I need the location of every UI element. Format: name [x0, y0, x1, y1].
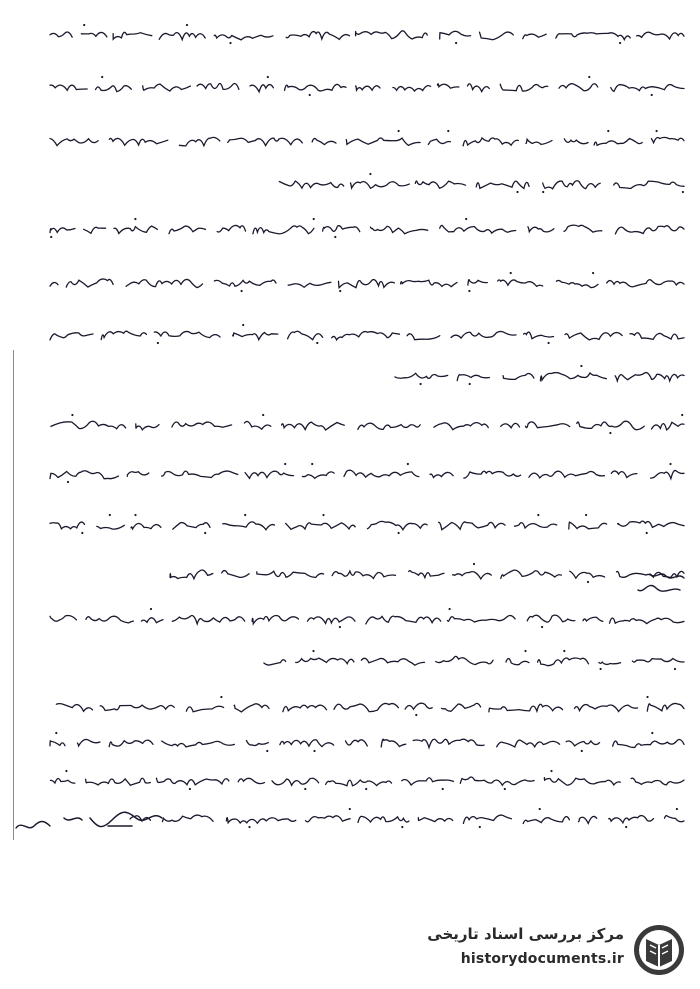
diacritic-dot	[550, 770, 552, 772]
handwritten-word	[564, 139, 588, 144]
diacritic-dot	[646, 532, 648, 534]
diacritic-dot	[204, 532, 206, 534]
handwritten-word	[323, 226, 360, 232]
handwritten-word	[413, 739, 484, 747]
handwritten-word	[632, 659, 684, 663]
handwritten-word	[618, 521, 684, 527]
diacritic-dot	[313, 218, 315, 220]
handwritten-word	[244, 421, 270, 429]
diacritic-dot	[651, 94, 653, 96]
handwritten-word	[172, 422, 232, 427]
diacritic-dot	[339, 626, 341, 628]
handwritten-word	[480, 32, 514, 40]
handwritten-word	[223, 522, 275, 530]
diacritic-dot	[109, 514, 111, 516]
handwritten-word	[279, 181, 343, 188]
handwritten-word	[611, 471, 637, 477]
handwritten-word	[556, 33, 630, 40]
handwritten-word	[50, 85, 87, 90]
handwritten-word	[143, 84, 191, 91]
handwritten-word	[356, 86, 380, 90]
diacritic-dot	[420, 383, 422, 385]
handwritten-word	[630, 333, 684, 340]
handwritten-word	[409, 571, 444, 578]
handwritten-word	[50, 283, 58, 287]
diacritic-dot	[449, 608, 451, 610]
diacritic-dot	[365, 788, 367, 790]
handwritten-word	[308, 617, 356, 624]
handwritten-word	[577, 421, 644, 430]
diacritic-dot	[309, 94, 311, 96]
handwritten-word	[566, 741, 599, 746]
handwritten-word	[370, 226, 427, 233]
handwritten-word	[381, 739, 406, 747]
diacritic-dot	[229, 42, 231, 44]
handwritten-line	[46, 461, 686, 485]
handwritten-word	[346, 138, 420, 145]
diacritic-dot	[542, 191, 544, 193]
handwritten-word	[613, 740, 684, 748]
handwritten-word	[405, 703, 432, 709]
handwritten-word	[131, 523, 161, 528]
diacritic-dot	[473, 563, 475, 565]
diacritic-dot	[311, 463, 313, 465]
handwritten-word	[114, 226, 157, 233]
handwritten-line	[46, 322, 686, 346]
handwritten-word	[579, 816, 597, 823]
handwritten-word	[515, 523, 557, 528]
handwritten-word	[418, 818, 452, 822]
archive-watermark	[396, 923, 686, 979]
diacritic-dot	[510, 272, 512, 274]
handwritten-word	[186, 706, 223, 712]
handwritten-word	[565, 333, 622, 340]
diacritic-dot	[447, 130, 449, 132]
handwritten-word	[440, 225, 516, 233]
diacritic-dot	[262, 414, 264, 416]
handwritten-word	[498, 280, 543, 286]
diacritic-dot	[398, 532, 400, 534]
handwritten-word	[296, 658, 354, 664]
diacritic-dot	[55, 732, 57, 734]
handwritten-word	[197, 83, 239, 89]
handwritten-word	[500, 84, 548, 91]
diacritic-dot	[676, 808, 678, 810]
handwritten-word	[51, 779, 75, 784]
diacritic-dot	[189, 788, 191, 790]
diacritic-dot	[415, 714, 417, 716]
handwritten-word	[440, 31, 471, 39]
diacritic-dot	[50, 236, 52, 238]
handwritten-word	[84, 227, 106, 233]
diacritic-dot	[150, 608, 152, 610]
handwritten-word	[523, 817, 569, 824]
handwritten-word	[615, 226, 684, 234]
handwritten-word	[575, 704, 638, 711]
handwritten-word	[282, 422, 345, 430]
diacritic-dot	[101, 76, 103, 78]
handwritten-word	[442, 703, 481, 711]
handwritten-word	[361, 658, 424, 665]
handwritten-word	[611, 85, 684, 92]
handwritten-word	[395, 373, 448, 378]
handwritten-word	[50, 228, 75, 233]
handwritten-word	[402, 778, 454, 785]
handwritten-word	[460, 777, 534, 785]
handwritten-word	[214, 280, 276, 286]
handwritten-word	[245, 471, 293, 478]
handwritten-word	[599, 662, 621, 664]
handwritten-word	[286, 523, 356, 530]
handwritten-word	[527, 615, 575, 622]
handwritten-word	[453, 572, 492, 579]
handwritten-word	[334, 703, 398, 711]
handwritten-word	[436, 656, 493, 664]
handwritten-word	[264, 660, 286, 665]
diacritic-dot	[468, 290, 470, 292]
diacritic-dot	[563, 650, 565, 652]
handwritten-word	[141, 618, 163, 623]
diacritic-dot	[244, 514, 246, 516]
handwritten-word	[97, 525, 125, 529]
handwritten-word	[50, 471, 119, 479]
handwritten-word	[468, 84, 490, 92]
handwritten-word	[233, 333, 278, 340]
handwritten-word	[100, 705, 174, 710]
handwritten-word	[288, 331, 323, 339]
margin-annotation	[592, 568, 692, 606]
diacritic-dot	[682, 191, 684, 193]
handwritten-word	[332, 571, 395, 578]
diacritic-dot	[619, 42, 621, 44]
handwritten-word	[631, 778, 684, 785]
handwritten-word	[351, 182, 410, 189]
handwritten-word	[156, 778, 229, 785]
handwritten-word	[594, 139, 642, 146]
handwritten-word	[154, 331, 220, 337]
handwritten-word	[366, 616, 441, 624]
handwritten-word	[86, 616, 133, 623]
handwritten-word	[415, 181, 465, 188]
handwritten-word	[50, 139, 98, 146]
handwritten-line	[46, 730, 686, 754]
handwritten-word	[501, 570, 562, 578]
handwritten-word	[559, 84, 598, 91]
diacritic-dot	[580, 365, 582, 367]
handwritten-word	[250, 85, 273, 92]
handwritten-word	[126, 279, 202, 287]
handwritten-word	[607, 280, 684, 287]
handwritten-word	[439, 522, 506, 530]
diacritic-dot	[455, 42, 457, 44]
handwritten-word	[246, 741, 268, 746]
handwritten-word	[614, 181, 684, 188]
signature-mark	[12, 806, 212, 836]
handwritten-line	[46, 216, 686, 240]
handwritten-word	[286, 32, 349, 40]
handwritten-word	[651, 470, 685, 478]
handwritten-word	[50, 333, 93, 340]
archive-emblem-icon	[632, 923, 686, 977]
handwritten-word	[583, 617, 603, 621]
diacritic-dot	[669, 463, 671, 465]
handwritten-word	[556, 280, 598, 287]
handwritten-word	[463, 138, 518, 146]
diacritic-dot	[407, 463, 409, 465]
diacritic-dot	[65, 770, 67, 772]
diacritic-dot	[313, 750, 315, 752]
handwritten-word	[332, 332, 400, 340]
handwritten-word	[170, 570, 213, 579]
handwritten-line	[46, 270, 686, 294]
handwritten-word	[393, 86, 431, 91]
handwritten-word	[523, 34, 546, 39]
handwritten-word	[288, 282, 331, 287]
handwritten-word	[544, 778, 620, 785]
diacritic-dot	[157, 342, 159, 344]
diacritic-dot	[585, 514, 587, 516]
handwritten-word	[302, 472, 334, 478]
handwritten-word	[538, 658, 589, 666]
diacritic-dot	[369, 173, 371, 175]
handwritten-word	[438, 84, 459, 88]
diacritic-dot	[267, 76, 269, 78]
handwritten-word	[306, 816, 351, 822]
handwritten-word	[109, 740, 153, 747]
handwritten-word	[401, 280, 458, 287]
handwritten-word	[457, 375, 489, 381]
diacritic-dot	[537, 514, 539, 516]
diacritic-dot	[588, 76, 590, 78]
handwritten-word	[238, 778, 264, 783]
diacritic-dot	[83, 24, 85, 26]
handwritten-word	[637, 32, 684, 39]
handwritten-word	[214, 35, 273, 40]
handwritten-word	[506, 659, 529, 665]
handwritten-word	[113, 32, 152, 39]
diacritic-dot	[316, 342, 318, 344]
diacritic-dot	[656, 130, 658, 132]
watermark-url: historydocuments.ir	[460, 951, 624, 967]
handwritten-word	[344, 470, 419, 477]
handwritten-word	[528, 227, 554, 232]
diacritic-dot	[339, 290, 341, 292]
handwritten-word	[51, 421, 126, 429]
diacritic-dot	[609, 432, 611, 434]
handwritten-word	[159, 33, 205, 40]
handwritten-word	[50, 522, 85, 529]
diacritic-dot	[600, 668, 602, 670]
handwritten-word	[339, 280, 395, 288]
handwritten-word	[524, 332, 554, 339]
handwritten-word	[86, 778, 151, 785]
handwritten-word	[169, 226, 205, 234]
handwritten-word	[77, 739, 100, 745]
handwritten-word	[162, 741, 235, 747]
handwritten-word	[162, 471, 238, 477]
diacritic-dot	[81, 532, 83, 534]
handwritten-word	[609, 816, 654, 823]
diacritic-dot	[516, 191, 518, 193]
handwritten-word	[81, 32, 107, 36]
handwritten-word	[451, 331, 516, 338]
handwritten-word	[228, 138, 303, 145]
diacritic-dot	[539, 808, 541, 810]
diacritic-dot	[71, 414, 73, 416]
handwritten-word	[285, 84, 347, 90]
diacritic-dot	[266, 750, 268, 752]
handwritten-word	[569, 522, 607, 529]
handwritten-word	[136, 424, 159, 430]
handwritten-word	[217, 225, 245, 232]
handwritten-word	[407, 334, 440, 340]
handwritten-word	[610, 618, 685, 624]
handwritten-line	[46, 694, 686, 718]
handwritten-word	[651, 137, 684, 142]
handwritten-word	[50, 741, 65, 746]
handwritten-word	[109, 138, 168, 145]
handwritten-line	[46, 768, 686, 792]
handwritten-word	[367, 521, 427, 529]
handwritten-word	[222, 571, 249, 578]
handwritten-word	[529, 471, 605, 478]
handwritten-word	[312, 138, 336, 144]
diacritic-dot	[334, 236, 336, 238]
handwritten-word	[252, 616, 298, 624]
handwritten-word	[501, 423, 520, 427]
diacritic-dot	[398, 130, 400, 132]
handwritten-word	[652, 422, 685, 430]
diacritic-dot	[248, 826, 250, 828]
handwritten-word	[543, 181, 601, 189]
handwritten-word	[280, 740, 334, 747]
handwritten-word	[101, 331, 146, 339]
handwritten-word	[564, 225, 602, 232]
diacritic-dot	[401, 826, 403, 828]
handwritten-word	[434, 423, 488, 430]
diacritic-dot	[67, 481, 69, 483]
handwritten-word	[253, 226, 314, 234]
diacritic-dot	[186, 24, 188, 26]
handwritten-line	[46, 22, 686, 46]
diacritic-dot	[607, 130, 609, 132]
margin-rule	[13, 350, 14, 840]
handwritten-line	[46, 412, 686, 436]
diacritic-dot	[674, 668, 676, 670]
diacritic-dot	[322, 514, 324, 516]
handwritten-word	[283, 705, 327, 711]
diacritic-dot	[442, 788, 444, 790]
handwritten-word	[540, 373, 606, 381]
diacritic-dot	[581, 750, 583, 752]
diacritic-dot	[241, 290, 243, 292]
watermark-title: مرکز بررسی اسناد تاریخی	[427, 925, 624, 943]
diacritic-dot	[465, 218, 467, 220]
handwritten-word	[172, 616, 244, 624]
handwritten-word	[647, 703, 684, 711]
handwritten-word	[356, 31, 428, 39]
handwritten-word	[489, 704, 563, 711]
diacritic-dot	[592, 272, 594, 274]
diacritic-dot	[587, 581, 589, 583]
diacritic-dot	[651, 732, 653, 734]
handwritten-word	[50, 616, 77, 622]
handwritten-line	[266, 171, 686, 195]
handwritten-word	[503, 374, 534, 380]
diacritic-dot	[242, 324, 244, 326]
diacritic-dot	[541, 626, 543, 628]
diacritic-dot	[625, 826, 627, 828]
handwritten-word	[448, 616, 516, 622]
handwritten-word	[272, 778, 319, 785]
handwritten-word	[66, 279, 113, 287]
diacritic-dot	[524, 650, 526, 652]
handwritten-word	[179, 137, 219, 146]
handwritten-line	[46, 74, 686, 98]
handwritten-word	[326, 780, 392, 786]
handwritten-word	[257, 571, 324, 577]
diacritic-dot	[349, 808, 351, 810]
diacritic-dot	[479, 826, 481, 828]
handwritten-word	[665, 816, 685, 822]
handwritten-word	[468, 280, 487, 285]
handwritten-word	[526, 139, 552, 144]
handwritten-line	[386, 363, 686, 387]
diacritic-dot	[134, 218, 136, 220]
diacritic-dot	[504, 788, 506, 790]
diacritic-dot	[134, 514, 136, 516]
diacritic-dot	[284, 463, 286, 465]
handwritten-word	[615, 373, 684, 381]
handwritten-word	[346, 740, 368, 746]
handwritten-word	[226, 818, 295, 824]
handwritten-word	[358, 816, 409, 822]
handwritten-word	[476, 181, 529, 188]
handwritten-word	[50, 32, 72, 37]
handwritten-word	[428, 139, 450, 144]
handwritten-word	[96, 86, 132, 92]
handwritten-word	[526, 422, 570, 428]
handwritten-line	[46, 512, 686, 536]
diacritic-dot	[646, 696, 648, 698]
handwritten-word	[463, 815, 511, 823]
handwritten-word	[430, 472, 453, 477]
handwritten-word	[127, 472, 149, 477]
handwritten-line	[256, 648, 686, 672]
handwritten-word	[234, 704, 269, 712]
handwritten-word	[464, 471, 521, 478]
diacritic-dot	[312, 650, 314, 652]
handwritten-word	[358, 423, 420, 429]
handwritten-word	[56, 704, 92, 712]
handwritten-word	[497, 740, 560, 747]
diacritic-dot	[469, 383, 471, 385]
handwritten-word	[173, 523, 210, 530]
diacritic-dot	[681, 414, 683, 416]
diacritic-dot	[220, 696, 222, 698]
handwritten-line	[46, 128, 686, 152]
diacritic-dot	[304, 788, 306, 790]
diacritic-dot	[548, 342, 550, 344]
handwritten-line	[46, 606, 686, 630]
